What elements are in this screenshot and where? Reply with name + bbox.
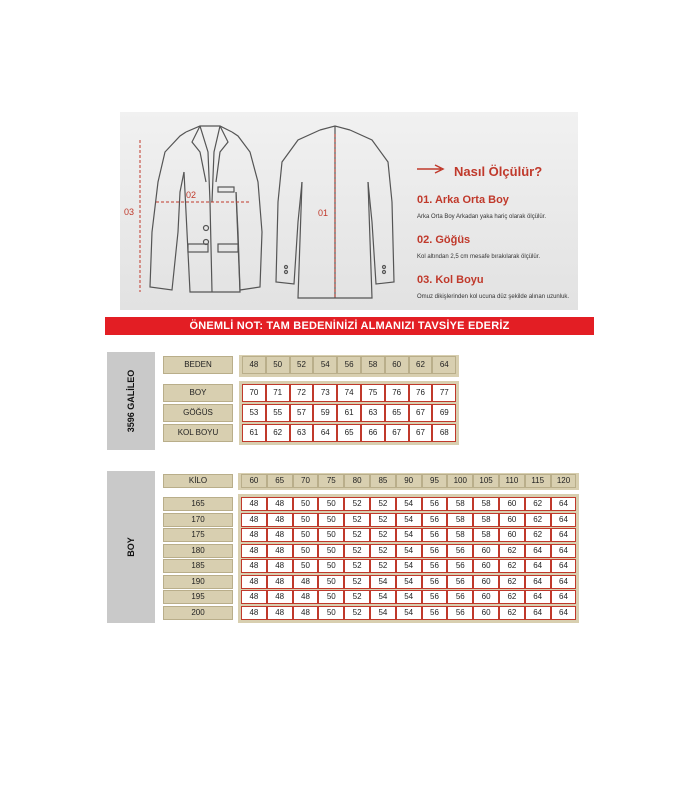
table-cell: 70	[242, 384, 266, 402]
table-cell: 60	[499, 513, 525, 527]
table-cell: 73	[313, 384, 337, 402]
important-note: ÖNEMLİ NOT: TAM BEDENİNİZİ ALMANIZI TAVSİYE EDERİZ	[105, 317, 594, 335]
table-cell: 54	[370, 590, 396, 604]
table-cell: 56	[422, 528, 448, 542]
table-cell: 52	[344, 590, 370, 604]
table-cell: 48	[241, 559, 267, 573]
arrow-icon	[417, 164, 447, 174]
table-cell: 54	[370, 575, 396, 589]
table-cell: 64	[551, 528, 577, 542]
weight-header: 60	[241, 474, 267, 488]
row-label: 190	[163, 575, 233, 589]
table-cell: 56	[447, 590, 473, 604]
table-cell: 50	[318, 559, 344, 573]
table-cell: 64	[551, 606, 577, 620]
table-cell: 75	[361, 384, 385, 402]
table-cell: 64	[313, 424, 337, 442]
row-label: KOL BOYU	[163, 424, 233, 442]
row-label: 185	[163, 559, 233, 573]
table-cell: 48	[267, 590, 293, 604]
table-cell: 48	[293, 590, 319, 604]
size-header: 58	[361, 356, 385, 374]
size-header: 60	[385, 356, 409, 374]
size-header: 54	[313, 356, 337, 374]
table-cell: 56	[447, 559, 473, 573]
table-cell: 62	[499, 575, 525, 589]
table-cell: 54	[396, 544, 422, 558]
step-1-desc: Arka Orta Boy Arkadan yaka hariç olarak ölçülür.	[417, 214, 547, 220]
table-cell: 62	[499, 590, 525, 604]
weight-header: 65	[267, 474, 293, 488]
how-to-title: Nasıl Ölçülür?	[454, 164, 543, 179]
table-cell: 55	[266, 404, 290, 422]
row-label: 170	[163, 513, 233, 527]
weight-header: 100	[447, 474, 473, 488]
table-cell: 52	[344, 528, 370, 542]
table-cell: 56	[422, 606, 448, 620]
table-cell: 59	[313, 404, 337, 422]
weight-header: 105	[473, 474, 499, 488]
row-label: 180	[163, 544, 233, 558]
table-cell: 52	[344, 559, 370, 573]
table-cell: 48	[267, 528, 293, 542]
table-cell: 60	[499, 497, 525, 511]
table-cell: 76	[409, 384, 433, 402]
table-cell: 60	[473, 575, 499, 589]
table-cell: 48	[241, 528, 267, 542]
table-cell: 58	[473, 528, 499, 542]
table-cell: 72	[290, 384, 314, 402]
table-cell: 48	[241, 575, 267, 589]
table-cell: 62	[266, 424, 290, 442]
table-cell: 50	[318, 513, 344, 527]
table-cell: 48	[293, 606, 319, 620]
table-cell: 77	[432, 384, 456, 402]
table-cell: 56	[422, 497, 448, 511]
step-3-title: 03. Kol Boyu	[417, 274, 484, 286]
table-cell: 48	[267, 513, 293, 527]
table-cell: 53	[242, 404, 266, 422]
weight-header: 80	[344, 474, 370, 488]
table-cell: 50	[293, 528, 319, 542]
weight-header: 95	[422, 474, 448, 488]
table-cell: 50	[293, 513, 319, 527]
front-jacket-icon	[150, 126, 262, 292]
table-cell: 66	[361, 424, 385, 442]
table-cell: 64	[551, 575, 577, 589]
table-cell: 62	[499, 559, 525, 573]
table-cell: 54	[396, 528, 422, 542]
table-cell: 62	[525, 528, 551, 542]
table-cell: 69	[432, 404, 456, 422]
table-cell: 64	[551, 559, 577, 573]
table-cell: 48	[241, 590, 267, 604]
marker-03: 03	[124, 207, 135, 217]
table-cell: 62	[499, 606, 525, 620]
row-label: 175	[163, 528, 233, 542]
table2-side-label: BOY	[107, 471, 155, 623]
table-cell: 56	[422, 590, 448, 604]
table-cell: 64	[525, 544, 551, 558]
marker-01: 01	[318, 208, 329, 218]
measurement-illustration	[120, 112, 578, 310]
table-cell: 64	[525, 590, 551, 604]
table-cell: 68	[432, 424, 456, 442]
table-cell: 58	[447, 497, 473, 511]
table-cell: 50	[293, 559, 319, 573]
size-header: 56	[337, 356, 361, 374]
table-cell: 54	[396, 590, 422, 604]
table-cell: 52	[344, 544, 370, 558]
table-cell: 54	[396, 606, 422, 620]
table-cell: 58	[473, 497, 499, 511]
size-header: 62	[409, 356, 433, 374]
table-cell: 56	[422, 559, 448, 573]
weight-header: 115	[525, 474, 551, 488]
header-label: BEDEN	[163, 356, 233, 374]
table-cell: 64	[551, 544, 577, 558]
table-cell: 48	[293, 575, 319, 589]
table-cell: 63	[361, 404, 385, 422]
table-cell: 48	[241, 513, 267, 527]
table-cell: 56	[447, 544, 473, 558]
table-cell: 48	[267, 497, 293, 511]
table-cell: 50	[318, 590, 344, 604]
table-cell: 54	[396, 559, 422, 573]
weight-header: 90	[396, 474, 422, 488]
table-cell: 56	[422, 544, 448, 558]
table-cell: 64	[525, 606, 551, 620]
table-cell: 62	[525, 497, 551, 511]
table-cell: 57	[290, 404, 314, 422]
weight-header: 75	[318, 474, 344, 488]
table-cell: 65	[385, 404, 409, 422]
table-cell: 54	[396, 575, 422, 589]
table-cell: 50	[318, 497, 344, 511]
weight-header: 85	[370, 474, 396, 488]
table-cell: 56	[447, 606, 473, 620]
table-cell: 61	[337, 404, 361, 422]
row-label: 165	[163, 497, 233, 511]
table-cell: 76	[385, 384, 409, 402]
table-cell: 50	[293, 497, 319, 511]
table-cell: 62	[525, 513, 551, 527]
table-cell: 48	[267, 606, 293, 620]
table-cell: 50	[318, 606, 344, 620]
table-cell: 64	[551, 497, 577, 511]
table-cell: 48	[267, 544, 293, 558]
table-cell: 61	[242, 424, 266, 442]
table-cell: 48	[241, 606, 267, 620]
table-cell: 48	[241, 544, 267, 558]
table-cell: 60	[473, 590, 499, 604]
step-1-title: 01. Arka Orta Boy	[417, 194, 509, 206]
table-cell: 50	[293, 544, 319, 558]
table1-side-label: 3596 GALİLEO	[107, 352, 155, 450]
table-cell: 60	[473, 559, 499, 573]
row-label: 195	[163, 590, 233, 604]
table-cell: 65	[337, 424, 361, 442]
table-cell: 52	[344, 513, 370, 527]
table-cell: 52	[370, 544, 396, 558]
table-cell: 58	[473, 513, 499, 527]
size-header: 64	[432, 356, 456, 374]
size-header: 52	[290, 356, 314, 374]
table-cell: 54	[370, 606, 396, 620]
table-cell: 60	[499, 528, 525, 542]
table-cell: 71	[266, 384, 290, 402]
table-cell: 50	[318, 544, 344, 558]
table-cell: 52	[370, 559, 396, 573]
table-cell: 56	[447, 575, 473, 589]
row-label: BOY	[163, 384, 233, 402]
table-cell: 67	[409, 424, 433, 442]
table-cell: 52	[344, 606, 370, 620]
row-label: GÖĞÜS	[163, 404, 233, 422]
table-cell: 64	[551, 590, 577, 604]
row-label: 200	[163, 606, 233, 620]
table-cell: 58	[447, 528, 473, 542]
table-cell: 58	[447, 513, 473, 527]
table-cell: 67	[385, 424, 409, 442]
table-cell: 52	[344, 497, 370, 511]
step-3-desc: Omuz dikişlerinden kol ucuna düz şekilde alınan uzunluk.	[417, 294, 570, 300]
table-cell: 54	[396, 497, 422, 511]
table-cell: 64	[525, 559, 551, 573]
table-cell: 50	[318, 528, 344, 542]
table-cell: 48	[267, 559, 293, 573]
table-cell: 62	[499, 544, 525, 558]
step-2-desc: Kol altından 2,5 cm mesafe bırakılarak ölçülür.	[417, 254, 541, 260]
size-header: 50	[266, 356, 290, 374]
jacket-drawings	[120, 112, 578, 310]
table-cell: 60	[473, 544, 499, 558]
table-cell: 52	[370, 497, 396, 511]
size-header: 48	[242, 356, 266, 374]
table-cell: 56	[422, 513, 448, 527]
table-cell: 54	[396, 513, 422, 527]
table-cell: 63	[290, 424, 314, 442]
marker-02: 02	[186, 190, 197, 200]
table-cell: 52	[344, 575, 370, 589]
table-cell: 64	[525, 575, 551, 589]
step-2-title: 02. Göğüs	[417, 234, 471, 246]
table-cell: 52	[370, 528, 396, 542]
table-cell: 52	[370, 513, 396, 527]
weight-header: 110	[499, 474, 525, 488]
weight-header: 70	[293, 474, 319, 488]
table-cell: 67	[409, 404, 433, 422]
table-cell: 48	[241, 497, 267, 511]
table-cell: 74	[337, 384, 361, 402]
table-cell: 50	[318, 575, 344, 589]
weight-header: 120	[551, 474, 577, 488]
table-cell: 64	[551, 513, 577, 527]
table-cell: 60	[473, 606, 499, 620]
header-label: KİLO	[163, 474, 233, 488]
table-cell: 56	[422, 575, 448, 589]
table-cell: 48	[267, 575, 293, 589]
